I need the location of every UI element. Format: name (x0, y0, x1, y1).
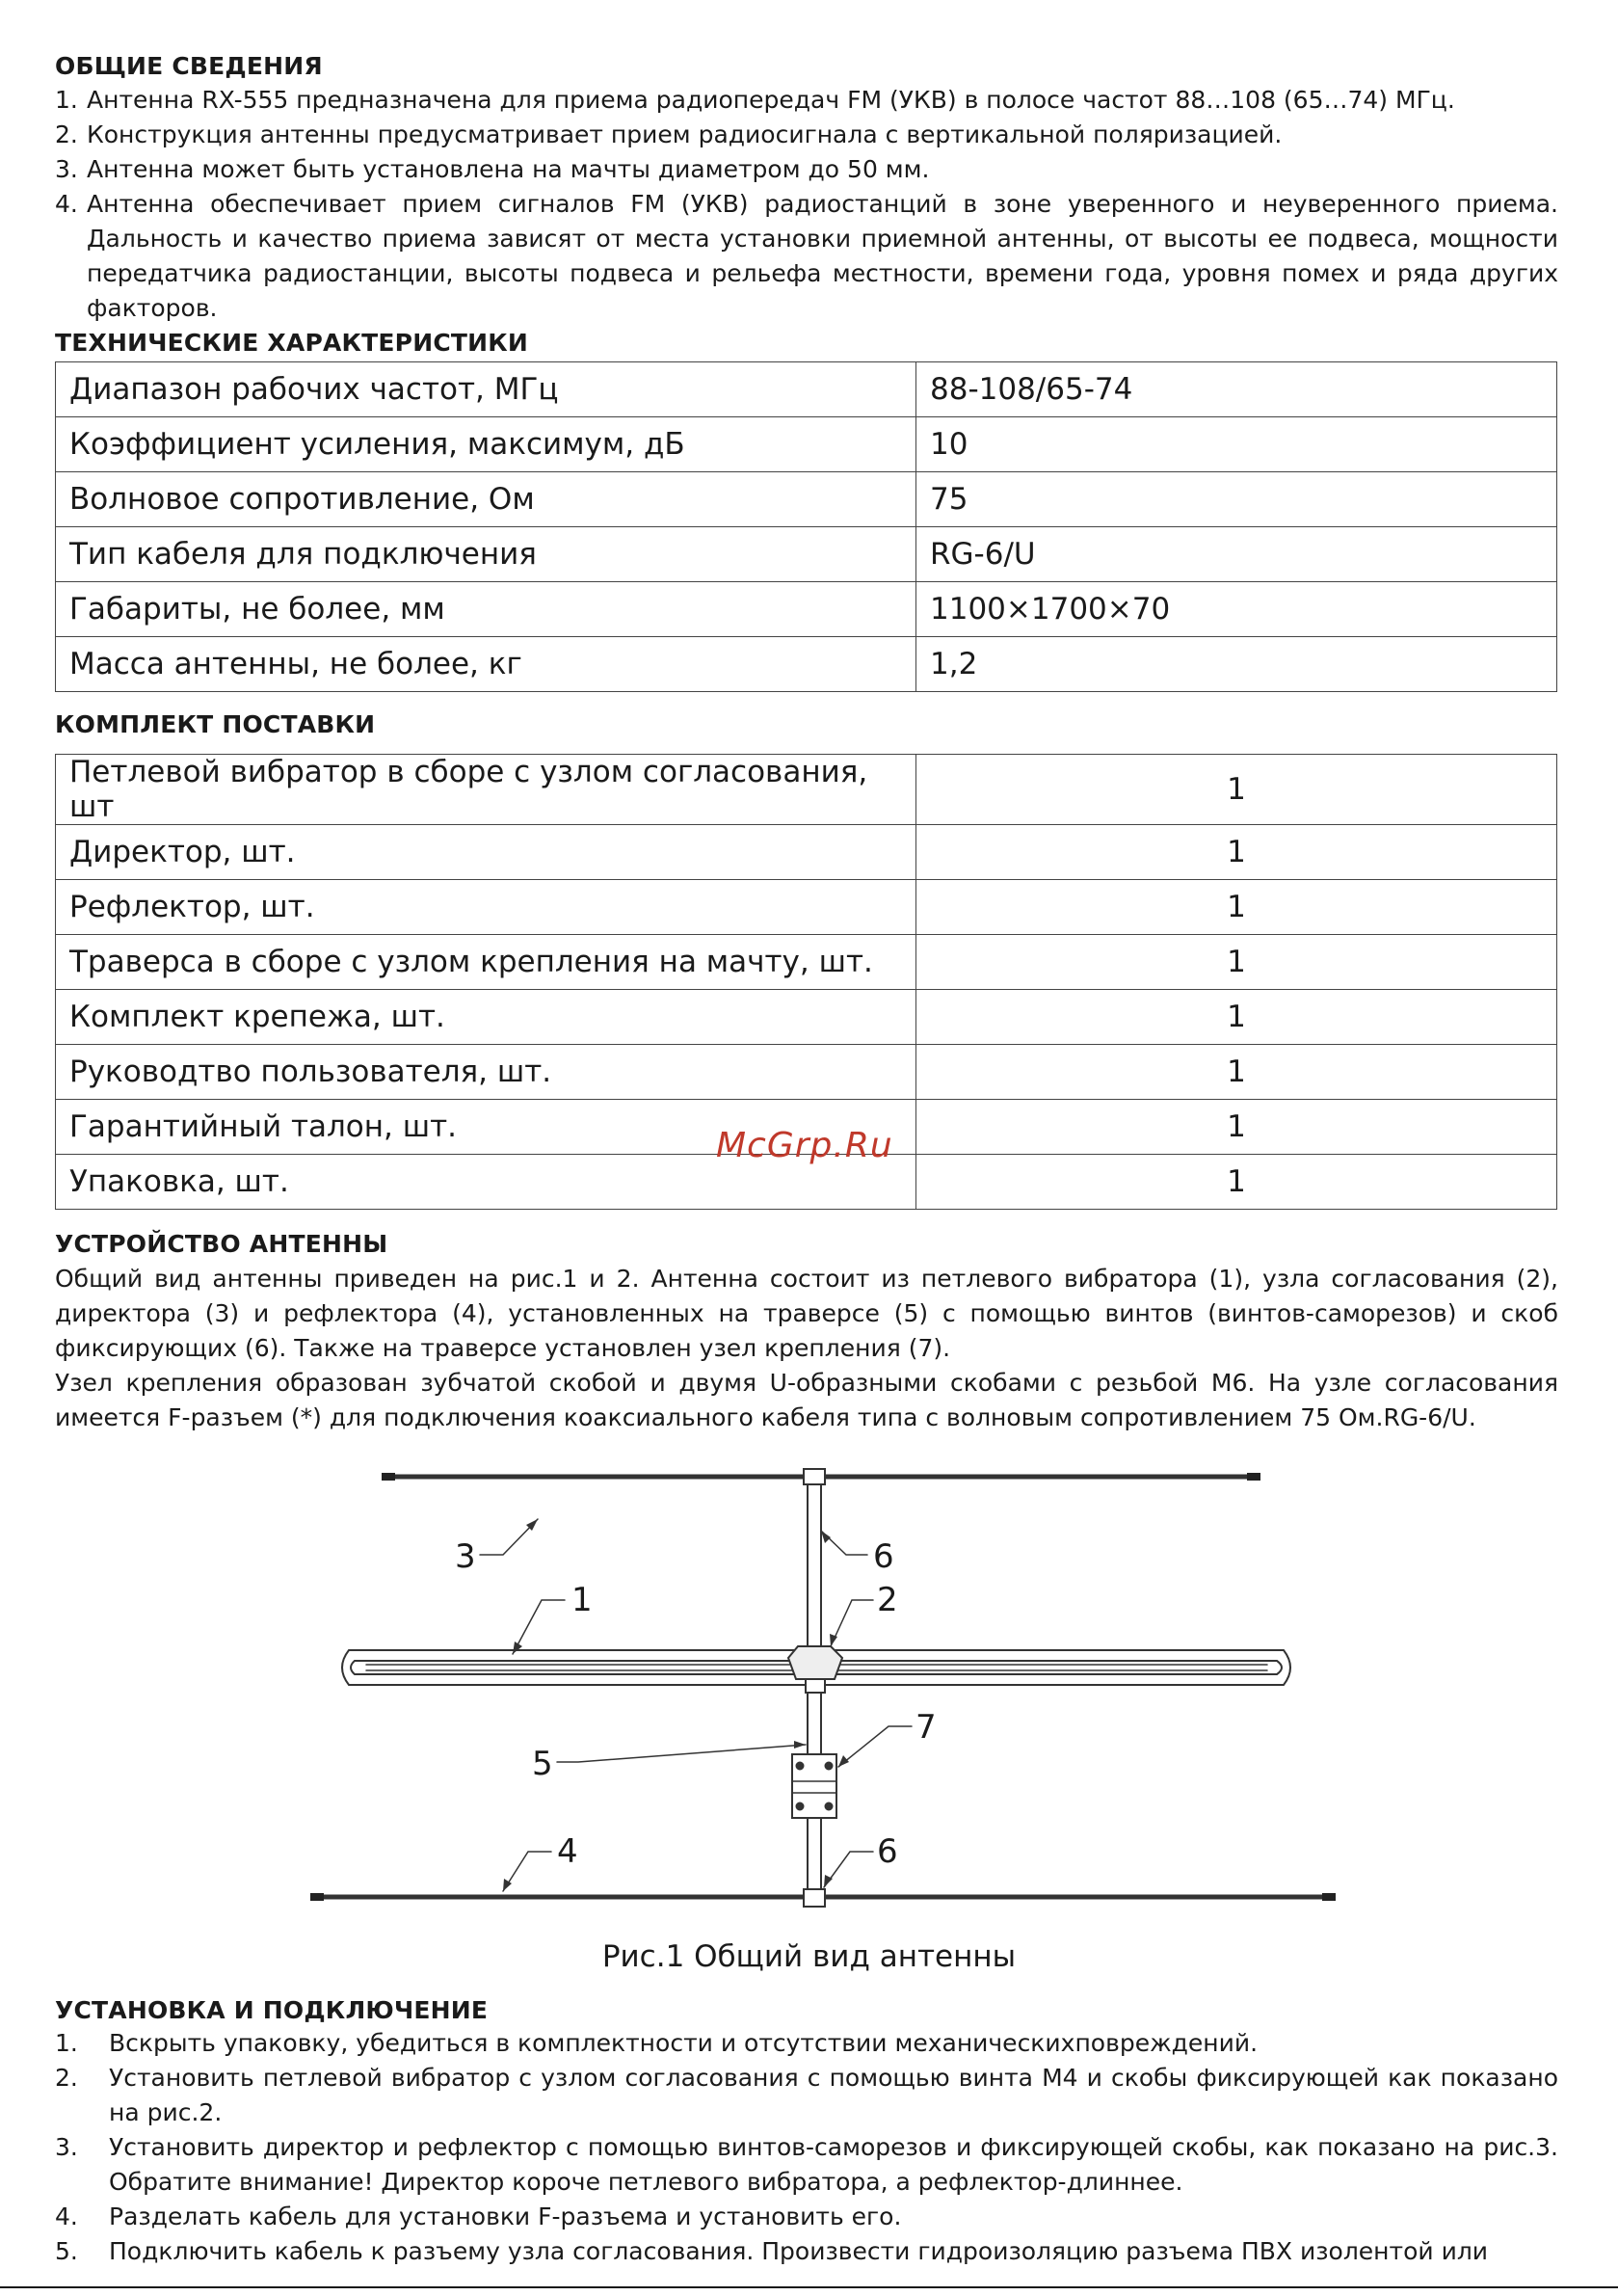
table-row: Диапазон рабочих частот, МГц 88-108/65-74 (56, 362, 1557, 417)
general-list (55, 83, 1558, 326)
leader-line-6-bottom (824, 1852, 873, 1887)
top-fixing-bracket (804, 1469, 825, 1484)
watermark: McGrp.Ru (716, 1126, 893, 1165)
device-paragraph-2: Узел крепления образован зубчатой скобой и двумя U-образными скобами с резьбой М6. На узле согласования имеется F-разъем (*) для подключения коаксиального кабеля типа с волновым сопротивлением 75 Ом.RG-6/U. (55, 1369, 1558, 1431)
figure-caption: Рис.1 Общий вид антенны (601, 1939, 1017, 1974)
figure-label-3: 3 (455, 1537, 476, 1576)
install-list (55, 2026, 1558, 2269)
arrowhead (821, 1531, 831, 1543)
figure-label-2: 2 (877, 1581, 898, 1619)
device-title: УСТРОЙСТВО АНТЕННЫ (55, 1230, 388, 1258)
table-row: Комплект крепежа, шт. 1 (56, 990, 1557, 1045)
mount-bolt (796, 1762, 804, 1770)
list-item: 4. Антенна обеспечивает прием сигналов FM (УКВ) радиостанций в зоне уверенного и неуверенного приема. Дальность и качество приема зависят от места установки приемной антенны, от высоты ее подвеса, мощности передатчика радиостанции, высоты подвеса и рельефа местности, времени года, уровня помех и ряда других факторов. (55, 190, 1558, 322)
table-row: Директор, шт. 1 (56, 825, 1557, 880)
leader-line-6-top (821, 1531, 867, 1555)
table-row: Петлевой вибратор в сборе с узлом согласования, шт 1 (56, 755, 1557, 825)
leader-line-4 (503, 1852, 551, 1891)
leader-line-7 (838, 1726, 912, 1767)
figure-label-4: 4 (557, 1832, 578, 1871)
figure-label-1: 1 (571, 1581, 593, 1619)
list-item: 1. Вскрыть упаковку, убедиться в комплектности и отсутствии механическихповреждений. (55, 2029, 1259, 2057)
arrowhead (838, 1755, 849, 1767)
bottom-rule (0, 2286, 1618, 2288)
reflector-end-cap (310, 1893, 324, 1901)
antenna-diagram (299, 1454, 1339, 1936)
bottom-fixing-bracket (804, 1889, 825, 1907)
director-end-cap (1247, 1473, 1260, 1481)
specs-table (55, 361, 1557, 692)
matching-unit-connector (806, 1679, 825, 1693)
list-item: 4. Разделать кабель для установки F-разъема и установить его. (55, 2203, 902, 2230)
figure-label-5: 5 (532, 1745, 553, 1783)
arrowhead (794, 1741, 806, 1749)
list-item: 2. Установить петлевой вибратор с узлом согласования с помощью винта М4 и скобы фиксирующей как показано на рис.2. (55, 2064, 1558, 2126)
device-paragraph-1: Общий вид антенны приведен на рис.1 и 2. Антенна состоит из петлевого вибратора (1), узла согласования (2), директора (3) и рефлектора (4), установленных на траверсе (5) с помощью винтов (винтов-саморезов) и скоб фиксирующих (6). Также на траверсе установлен узел крепления (7). (55, 1265, 1558, 1362)
figure-label-6-bottom: 6 (877, 1832, 898, 1871)
figure-label-6-top: 6 (873, 1537, 894, 1576)
table-row: Траверса в сборе с узлом крепления на мачту, шт. 1 (56, 935, 1557, 990)
general-title: ОБЩИЕ СВЕДЕНИЯ (55, 52, 323, 80)
table-row: Руководтво пользователя, шт. 1 (56, 1045, 1557, 1100)
list-item: 3. Антенна может быть установлена на мачты диаметром до 50 мм. (55, 155, 930, 183)
table-row: Волновое сопротивление, Ом 75 (56, 472, 1557, 527)
figure-label-7: 7 (915, 1708, 937, 1747)
director-end-cap (382, 1473, 395, 1481)
specs-title: ТЕХНИЧЕСКИЕ ХАРАКТЕРИСТИКИ (55, 329, 529, 357)
table-row: Масса антенны, не более, кг 1,2 (56, 637, 1557, 692)
table-row: Гарантийный талон, шт. 1 (56, 1100, 1557, 1155)
list-item: 5. Подключить кабель к разъему узла согласования. Произвести гидроизоляцию разъема ПВХ изолентой или (55, 2237, 1489, 2265)
table-row: Упаковка, шт. 1 (56, 1155, 1557, 1210)
install-title: УСТАНОВКА И ПОДКЛЮЧЕНИЕ (55, 1996, 489, 2024)
mount-bolt (825, 1802, 833, 1810)
leader-line-2 (831, 1600, 873, 1646)
list-item: 3. Установить директор и рефлектор с помощью винтов-саморезов и фиксирующей скобы, как показано на рис.3. Обратите внимание! Директор короче петлевого вибратора, а рефлектор-длиннее. (55, 2133, 1558, 2196)
list-item: 1. Антенна RX-555 предназначена для приема радиопередач FM (УКВ) в полосе частот 88…108 (65…74) МГц. (55, 86, 1455, 114)
arrowhead (513, 1642, 522, 1654)
table-row: Тип кабеля для подключения RG-6/U (56, 527, 1557, 582)
list-item: 2. Конструкция антенны предусматривает прием радиосигнала с вертикальной поляризацией. (55, 120, 1283, 148)
table-row: Рефлектор, шт. 1 (56, 880, 1557, 935)
kit-title: КОМПЛЕКТ ПОСТАВКИ (55, 710, 376, 738)
table-row: Коэффициент усиления, максимум, дБ 10 (56, 417, 1557, 472)
matching-unit (788, 1646, 842, 1679)
table-row: Габариты, не более, мм 1100×1700×70 (56, 582, 1557, 637)
reflector-end-cap (1322, 1893, 1336, 1901)
mount-bolt (796, 1802, 804, 1810)
leader-line-5 (557, 1745, 806, 1762)
mount-bolt (825, 1762, 833, 1770)
